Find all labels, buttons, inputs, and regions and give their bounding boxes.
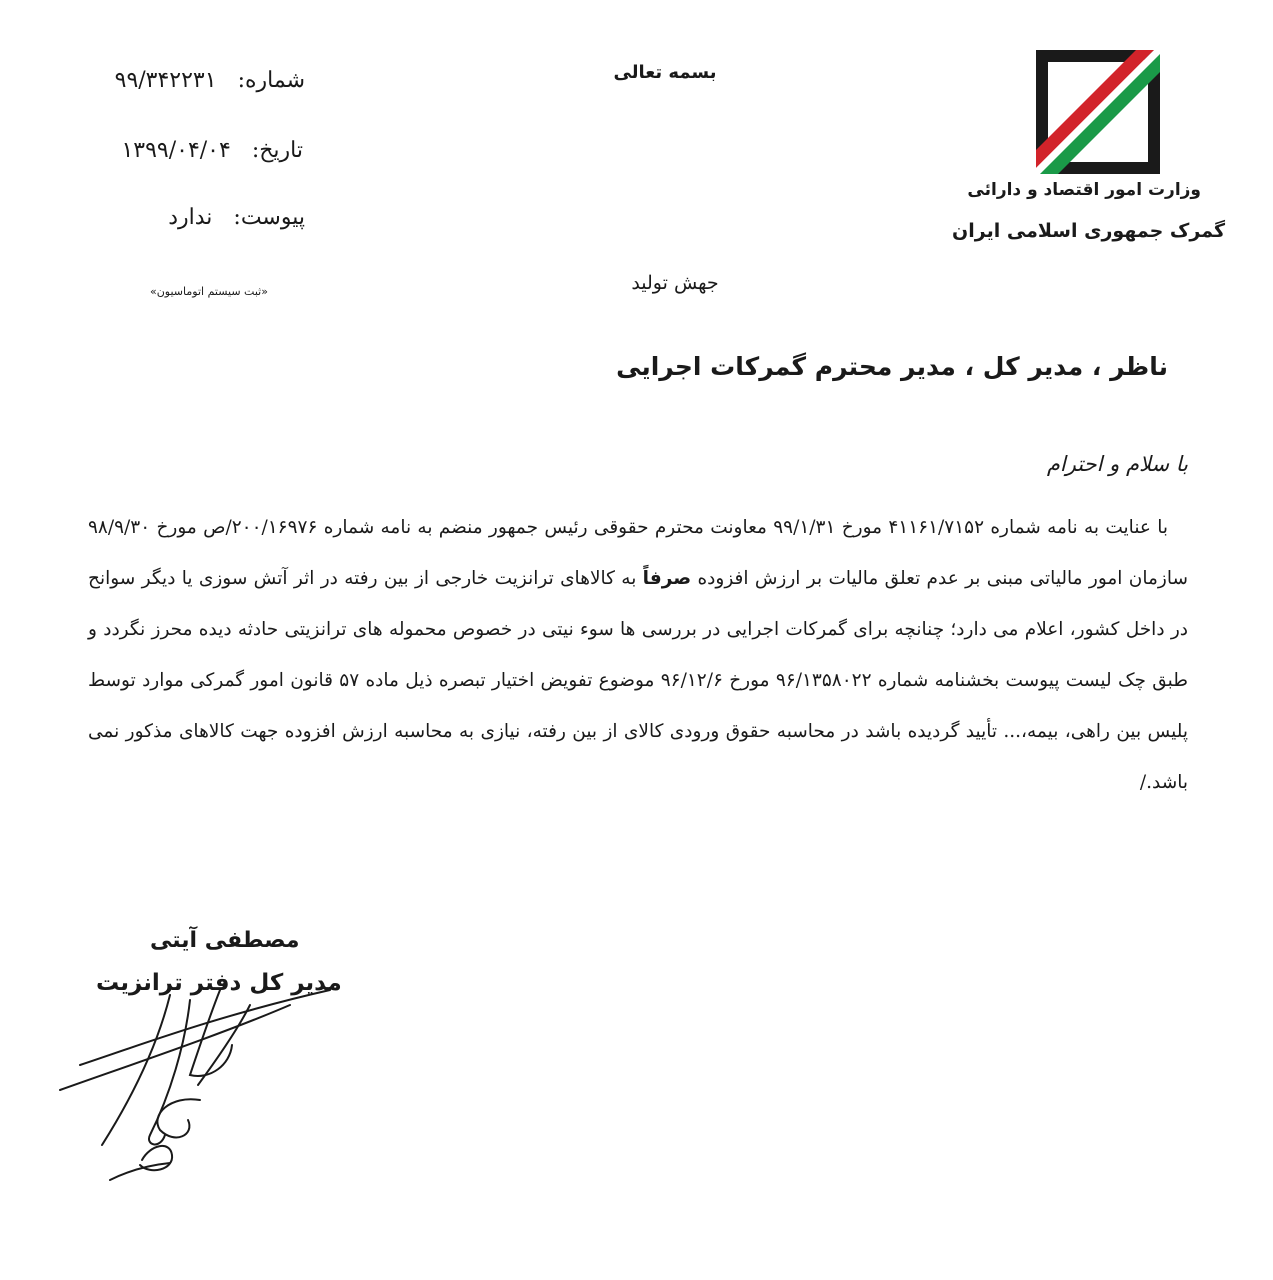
slogan-line: جهش تولید bbox=[631, 272, 719, 294]
letter-date bbox=[121, 138, 303, 163]
signer-name: مصطفی آیتی bbox=[150, 928, 300, 953]
automation-registration-note: «ثبت سیستم اتوماسیون» bbox=[150, 285, 268, 298]
handwritten-signature bbox=[50, 985, 370, 1185]
letter-attachment-label: پیوست: bbox=[233, 205, 305, 230]
org-customs: گمرک جمهوری اسلامی ایران bbox=[952, 220, 1225, 242]
letter-body-part1: با عنایت به نامه شماره ۴۱۱۶۱/۷۱۵۲ مورخ ۹۹/۱/۳۱ معاونت محترم حقوقی رئیس جمهور منضم به نامه شماره ۲۰۰/۱۶۹۷۶/ص مورخ ۹۸/۹/۳۰ سازمان امور مالیاتی مبنی بر عدم تعلق مالیات بر ارزش افزوده bbox=[88, 517, 1188, 589]
letter-body-emphasis: صرفاً bbox=[642, 568, 692, 589]
letter-attachment-value: ندارد bbox=[168, 205, 213, 230]
letter-date-value: ۱۳۹۹/۰۴/۰۴ bbox=[121, 138, 231, 163]
customs-logo-icon bbox=[1036, 50, 1160, 174]
letter-number bbox=[115, 68, 305, 93]
greeting: با سلام و احترام bbox=[1046, 452, 1188, 476]
signer-title: مدیر کل دفتر ترانزیت bbox=[96, 970, 342, 996]
letter-attachment bbox=[168, 205, 305, 230]
letter-date-label: تاریخ: bbox=[251, 138, 303, 163]
letter-body bbox=[88, 502, 1188, 808]
org-ministry: وزارت امور اقتصاد و دارائی bbox=[967, 180, 1201, 200]
letter-body-part2: به کالاهای ترانزیت خارجی از بین رفته در اثر آتش سوزی یا دیگر سوانح در داخل کشور، اعلام می دارد؛ چنانچه برای گمرکات اجرایی در بررسی ها سوء نیتی در خصوص محموله های ترانزیتی حادثه دیده محرز نگردد و طبق چک لیست پیوست بخشنامه شماره ۹۶/۱۳۵۸۰۲۲ مورخ ۹۶/۱۲/۶ موضوع تفویض اختیار تبصره ذیل ماده ۵۷ قانون امور گمرکی موارد توسط پلیس بین راهی، بیمه،... تأیید گردیده باشد در محاسبه حقوق ورودی کالای از بین رفته، نیازی به محاسبه ارزش افزوده جهت کالاهای مذکور نمی باشد./ bbox=[88, 568, 1188, 793]
letter-number-label: شماره: bbox=[237, 68, 305, 93]
recipient-line: ناظر ، مدیر کل ، مدیر محترم گمرکات اجرایی bbox=[616, 352, 1168, 381]
letter-number-value: ۹۹/۳۴۲۲۳۱ bbox=[114, 68, 217, 93]
bismillah-heading: بسمه تعالی bbox=[613, 62, 717, 83]
